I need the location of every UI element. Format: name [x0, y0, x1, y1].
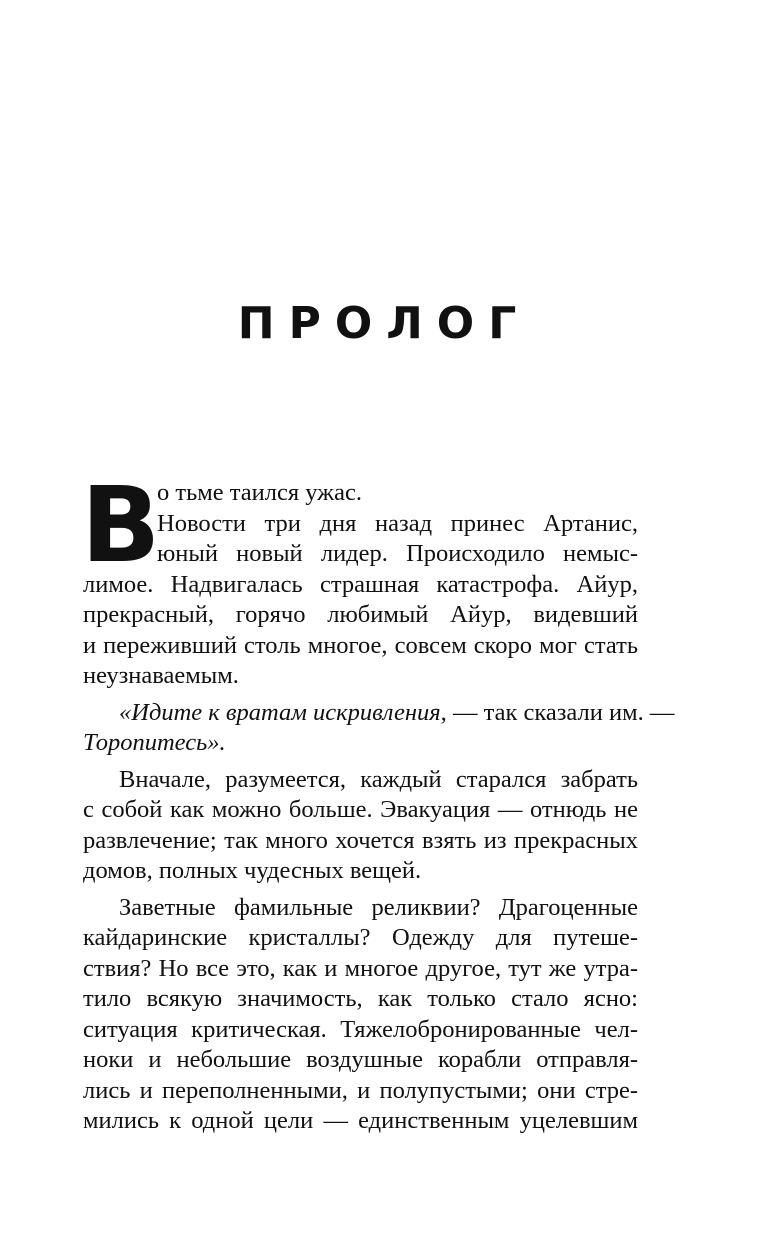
text-line: с собой как можно больше. Эвакуация — отнюдь не [83, 796, 638, 823]
quote-attribution: — так сказали им. — [446, 698, 675, 726]
text-line: домов, полных чудесных вещей. [83, 857, 422, 884]
text-line: лись и переполненными, и полупустыми; они стре- [83, 1076, 638, 1104]
text-line: развлечение; так много хочется взять из прекрасных [83, 826, 638, 854]
italic-quote: «Идите к вратам искривления, [119, 698, 447, 726]
text-line: юный новый лидер. Происходило немыс- [157, 540, 638, 567]
drop-cap: В [81, 464, 161, 586]
text-line: о тьме таился ужас. [157, 479, 362, 506]
text-line [83, 698, 675, 729]
text-line: кайдаринские кристаллы? Одежду для путеше- [83, 924, 638, 951]
text-line: ноки и небольшие воздушные корабли отправля- [83, 1046, 638, 1073]
text-line: ствия? Но все это, как и многое другое, тут же утра- [83, 954, 638, 982]
text-line: мились к одной цели — единственным уцелевшим [83, 1107, 638, 1134]
italic-quote: Торопитесь». [83, 729, 226, 756]
text-line: тило всякую значимость, как только стало ясно: [83, 985, 638, 1012]
text-line: Заветные фамильные реликвии? Драгоценные [119, 893, 638, 921]
text-line: неузнаваемым. [83, 662, 239, 689]
chapter-title: ПРОЛОГ [237, 298, 531, 349]
text-line: и переживший столь многое, совсем скоро мог стать [83, 631, 638, 659]
text-line: ситуация критическая. Тяжелобронированные чел- [83, 1015, 638, 1043]
chapter-body [81, 464, 675, 1137]
text-line: прекрасный, горячо любимый Айур, видевший [83, 601, 638, 628]
text-line: Вначале, разумеется, каждый старался забрать [119, 765, 638, 793]
text-line: Новости три дня назад принес Артанис, [157, 509, 638, 537]
text-line: лимое. Надвигалась страшная катастрофа. Айур, [83, 570, 638, 598]
